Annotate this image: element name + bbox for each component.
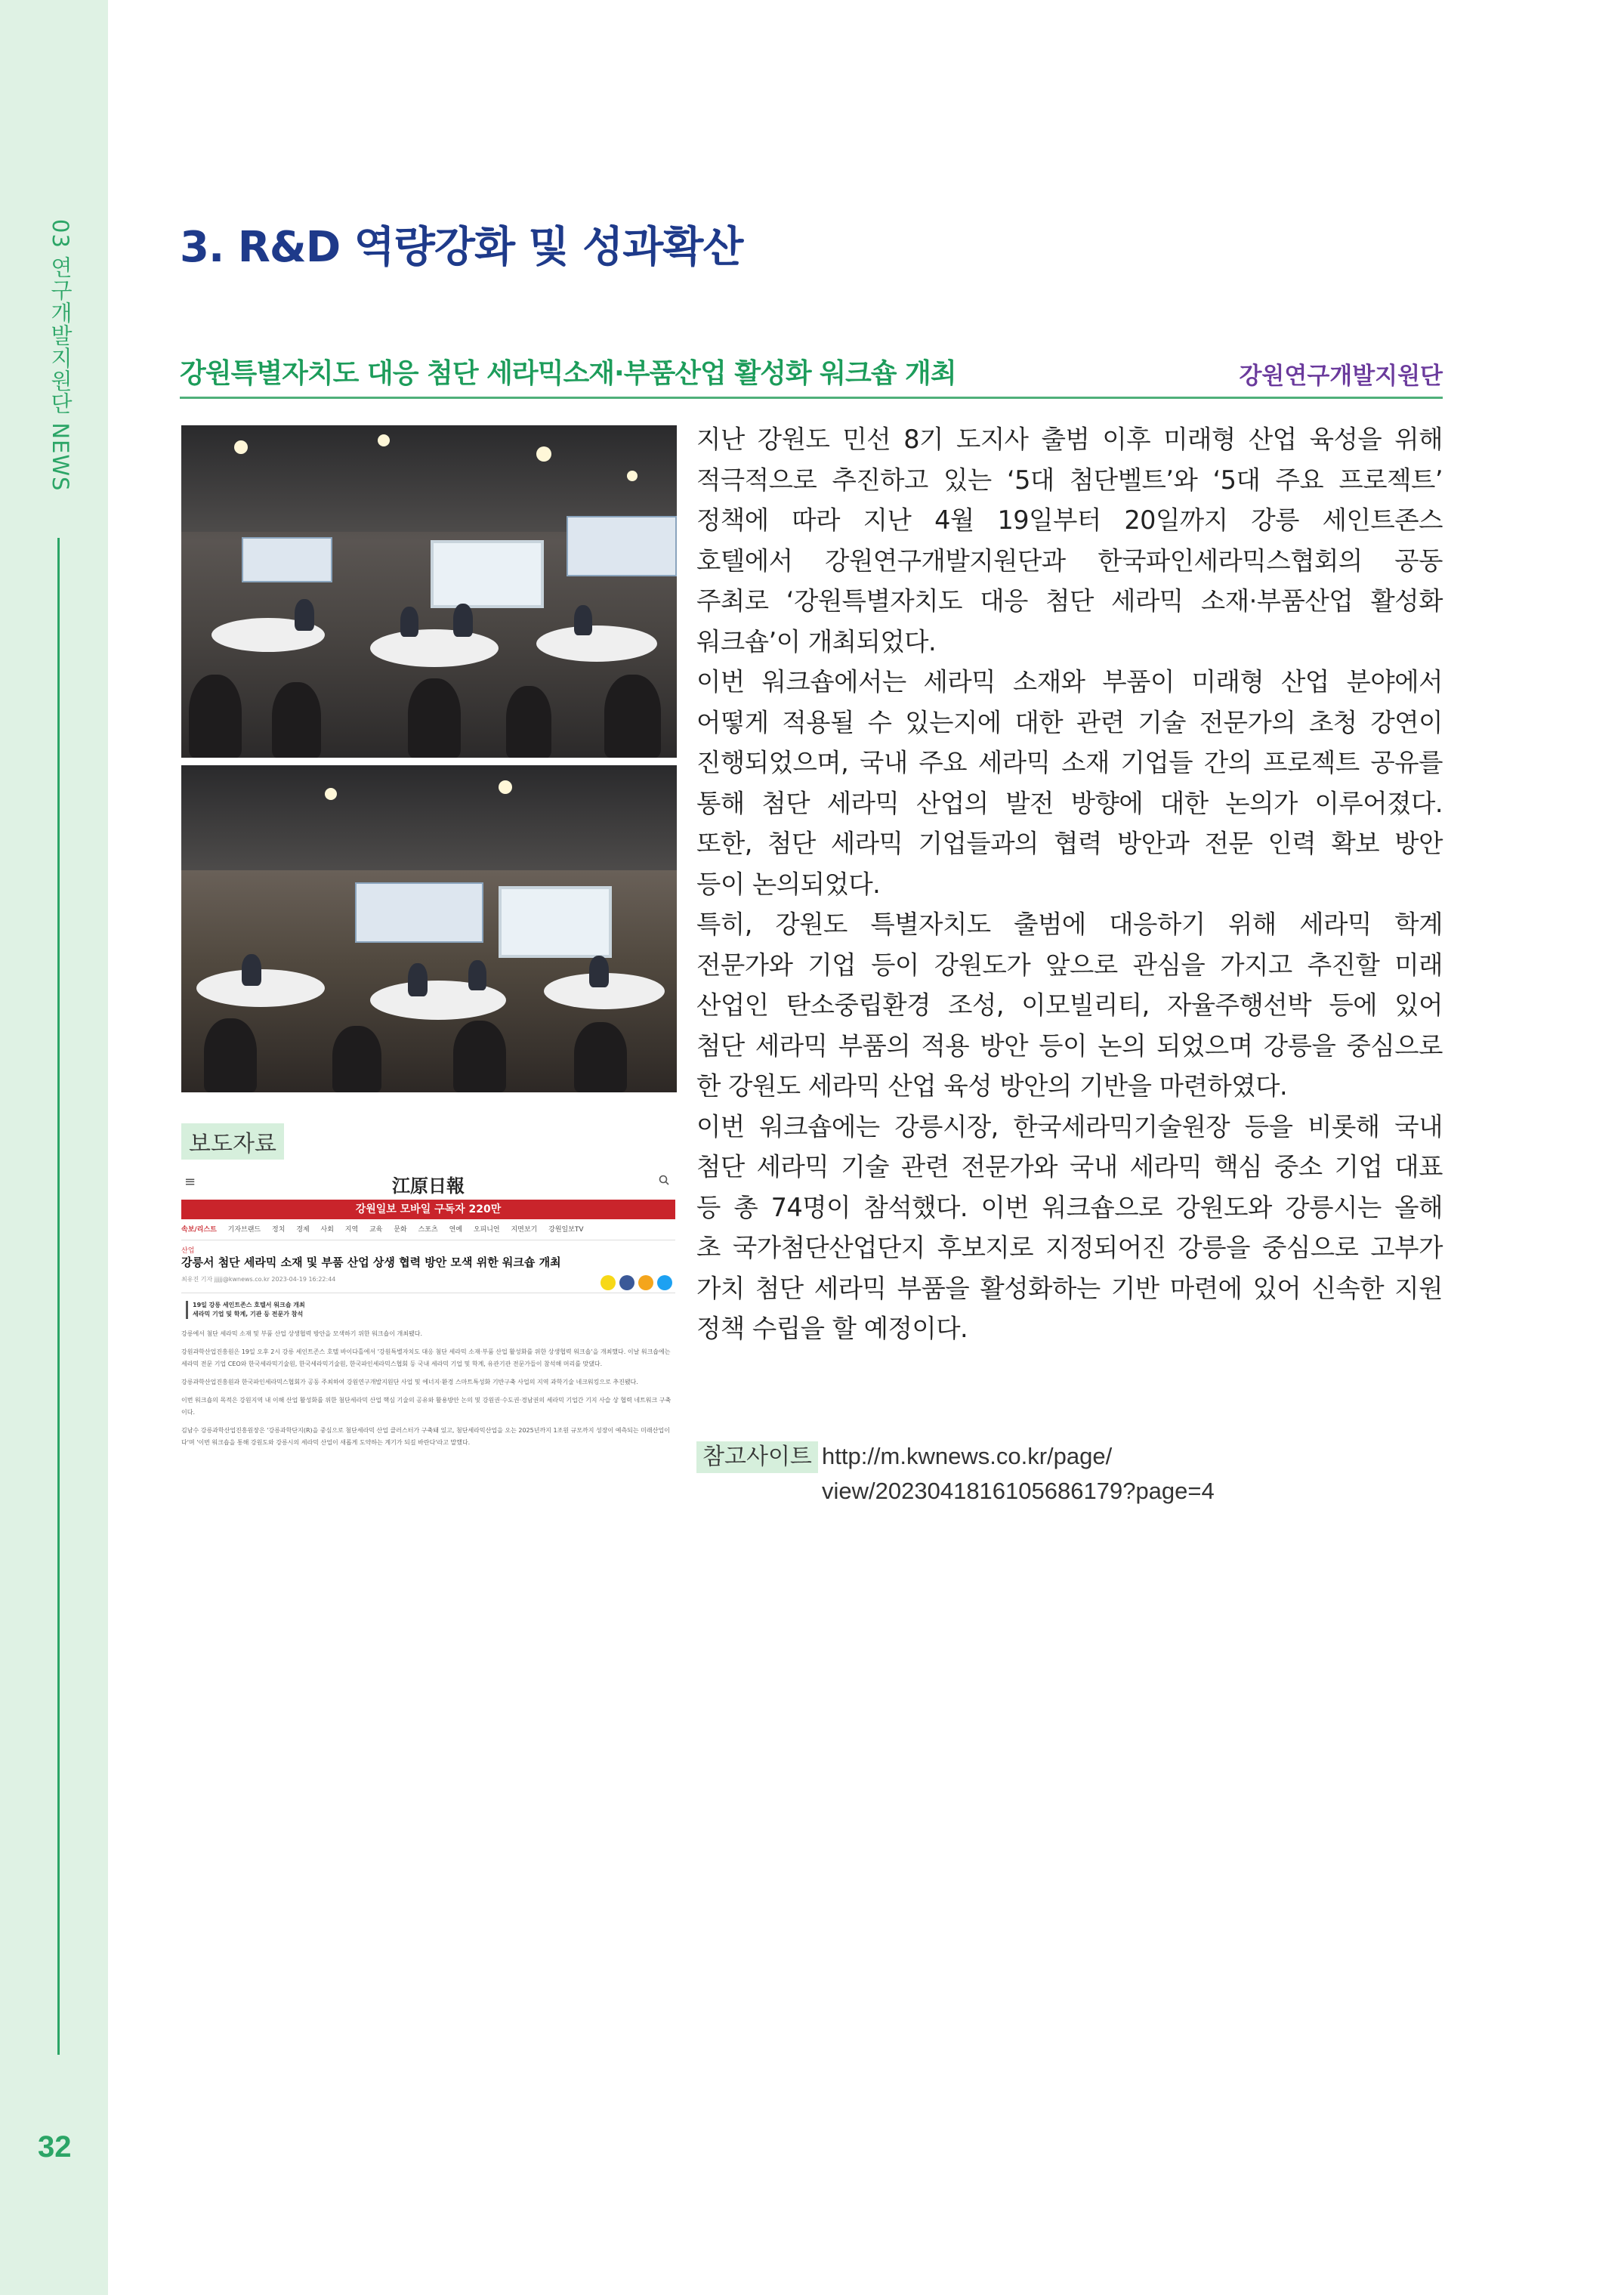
round-table — [370, 629, 499, 667]
reference-url-line[interactable]: http://m.kwnews.co.kr/page/ — [822, 1443, 1113, 1469]
news-paragraph: 김남수 강릉과학산업진흥원장은 '강릉과학단지(R)을 중심으로 첨단세라믹 산업 클러스터가 구축돼 있고, 첨단세라믹산업을 오는 2025년까지 1조원 규모까지 성장이 예측되는 미래산업이다'며 '이번 워크숍을 통해 강원도와 강릉시의 세라믹 산업이 새롭게 도약하는 계기가 되길 바란다'라고 말했다. — [181, 1427, 670, 1446]
attendee — [400, 607, 418, 637]
round-table — [536, 625, 657, 662]
attendee — [574, 605, 592, 635]
body-line: 정책에 따라 지난 4월 19일부터 20일까지 강릉 세인트존스 — [696, 505, 1443, 535]
banquet-chair — [453, 1021, 506, 1092]
share-buttons — [601, 1275, 672, 1290]
body-line: 이번 워크숍에는 강릉시장, 한국세라믹기술원장 등을 비롯해 국내 — [696, 1111, 1443, 1141]
attendee — [589, 956, 609, 987]
body-line: 산업인 탄소중립환경 조성, 이모빌리티, 자율주행선박 등에 있어 — [696, 990, 1443, 1020]
body-line: 전문가와 기업 등이 강원도가 앞으로 관심을 가지고 추진할 미래 — [696, 950, 1443, 980]
banquet-chair — [272, 682, 321, 758]
news-body — [181, 1328, 675, 1455]
banquet-chair — [332, 1026, 381, 1092]
kakao-share-icon[interactable] — [601, 1275, 616, 1290]
news-category: 산업 — [181, 1247, 195, 1255]
news-headline: 강릉서 첨단 세라믹 소재 및 부품 산업 상생 협력 방안 모색 위한 워크숍 개최 — [181, 1256, 561, 1269]
attendee — [453, 604, 473, 637]
news-paragraph: 강릉에서 첨단 세라믹 소재 및 부품 산업 상생협력 방안을 모색하기 위한 워크숍이 개최됐다. — [181, 1330, 422, 1337]
newspaper-nav — [181, 1224, 675, 1240]
menu-icon[interactable]: ≡ — [184, 1174, 196, 1190]
banquet-chair — [408, 678, 461, 758]
workshop-photo-1 — [181, 425, 677, 758]
ceiling-light — [378, 434, 390, 446]
sidebar-strip — [0, 0, 108, 2295]
banquet-chair — [506, 686, 551, 758]
event-banner — [355, 882, 483, 943]
nav-item[interactable]: 스포츠 — [418, 1226, 438, 1234]
nav-item[interactable]: 정치 — [272, 1226, 286, 1234]
ceiling-light — [499, 780, 512, 794]
news-paragraph: 강원과학산업진흥원은 19일 오후 2시 강릉 세인트존스 호텔 바이다홀에서 '강원특별자치도 대응 첨단 세라믹 소재·부품 산업 활성화를 위한 상생협력 워크숍'을 개최했다. 이날 워크숍에는 세라믹 전문 기업 CEO와 한국세라믹기술원, 한국세라믹기술원, 한국파인세라믹스협회 등 국내 세라믹 기업 및 학계, 유관기관 전문가들이 참석해 머리를 맞댔다. — [181, 1348, 671, 1367]
press-label: 보도자료 — [181, 1123, 284, 1160]
body-line: 또한, 첨단 세라믹 기업들과의 협력 방안과 전문 인력 확보 방안 — [696, 829, 1443, 858]
article-title: 강원특별자치도 대응 첨단 세라믹소재·부품산업 활성화 워크숍 개최 — [180, 358, 956, 389]
reference-label: 참고사이트 — [696, 1441, 818, 1473]
nav-item[interactable]: 경제 — [296, 1226, 310, 1234]
nav-item[interactable]: 문화 — [394, 1226, 407, 1234]
body-line: 통해 첨단 세라믹 산업의 발전 방향에 대한 논의가 이루어졌다. — [696, 788, 1443, 818]
nav-item[interactable]: 지면보기 — [511, 1226, 538, 1234]
article-organization: 강원연구개발지원단 — [1239, 363, 1443, 390]
facebook-share-icon[interactable] — [619, 1275, 634, 1290]
nav-item[interactable]: 오피니언 — [473, 1226, 500, 1234]
ceiling-light — [627, 471, 638, 481]
sidebar-divider — [57, 538, 60, 2055]
body-line: 주최로 ‘강원특별자치도 대응 첨단 세라믹 소재·부품산업 활성화 — [696, 586, 1443, 616]
body-line: 첨단 세라믹 기술 관련 전문가와 국내 세라믹 핵심 중소 기업 대표 — [696, 1152, 1443, 1181]
attendee — [242, 954, 261, 986]
photo-ceiling — [181, 765, 677, 870]
ceiling-light — [325, 788, 337, 800]
event-banner — [242, 537, 332, 582]
sidebar-label: 03 연구개발지원단 NEWS — [48, 219, 73, 492]
body-line: 특히, 강원도 특별자치도 출범에 대응하기 위해 세라믹 학계 — [696, 910, 1443, 939]
banquet-chair — [189, 675, 242, 758]
body-line: 정책 수립을 할 예정이다. — [696, 1314, 968, 1343]
newspaper-clipping — [181, 1169, 675, 1524]
nav-item[interactable]: 지역 — [344, 1226, 359, 1234]
nav-item[interactable]: 기자브랜드 — [227, 1226, 261, 1234]
news-paragraph: 이번 워크숍의 목적은 강원지역 내 이해 산업 활성화를 위한 첨단세라믹 산업 핵심 기술의 공유와 활용방안 논의 및 강원권·수도권·경남권의 세라믹 기업간 기지 사슬 상 협력 네트워크 구축이다. — [181, 1397, 672, 1416]
section-title: 3. R&D 역량강화 및 성과확산 — [180, 223, 743, 272]
workshop-photo-2 — [181, 765, 677, 1092]
event-banner — [567, 516, 677, 576]
attendee — [408, 963, 428, 996]
body-line: 워크숍’이 개최되었다. — [696, 626, 937, 656]
body-line: 초 국가첨단산업단지 후보지로 지정되어진 강릉을 중심으로 고부가 — [696, 1233, 1443, 1262]
ceiling-light — [234, 440, 248, 454]
nav-item[interactable]: 사회 — [320, 1226, 334, 1234]
news-byline: 최유진 기자 jjjjj@kwnews.co.kr 2023-04-19 16:22:44 — [181, 1276, 336, 1283]
nav-item[interactable]: 속보/리스트 — [181, 1226, 217, 1234]
reference-url-line[interactable]: view/2023041816105686179?page=4 — [822, 1478, 1215, 1504]
banquet-chair — [604, 675, 661, 758]
reference-link[interactable] — [822, 1439, 1215, 1509]
banquet-chair — [574, 1022, 627, 1092]
nav-item[interactable]: 연예 — [449, 1226, 462, 1234]
subscription-banner[interactable]: 강원일보 모바일 구독자 220만 — [181, 1200, 675, 1219]
twitter-share-icon[interactable] — [657, 1275, 672, 1290]
body-line: 이번 워크숍에서는 세라믹 소재와 부품이 미래형 산업 분야에서 — [696, 667, 1443, 697]
body-line: 적극적으로 추진하고 있는 ‘5대 첨단벨트’와 ‘5대 주요 프로젝트’ — [696, 465, 1443, 495]
body-line: 한 강원도 세라믹 산업 육성 방안의 기반을 마련하였다. — [696, 1071, 1288, 1101]
projection-screen — [499, 886, 612, 958]
ceiling-light — [536, 446, 551, 462]
attendee — [468, 960, 486, 990]
banquet-chair — [204, 1018, 257, 1092]
body-line: 등이 논의되었다. — [696, 869, 881, 899]
attendee — [295, 599, 314, 631]
body-line: 진행되었으며, 국내 주요 세라믹 소재 기업들 간의 프로젝트 공유를 — [696, 748, 1443, 777]
body-line: 등 총 74명이 참석했다. 이번 워크숍으로 강원도와 강릉시는 올해 — [696, 1192, 1443, 1222]
body-line: 호텔에서 강원연구개발지원단과 한국파인세라믹스협회의 공동 — [696, 545, 1443, 576]
body-line: 가치 첨단 세라믹 부품을 활성화하는 기반 마련에 있어 신속한 지원 — [696, 1273, 1443, 1303]
page-number: 32 — [38, 2130, 72, 2164]
nav-item[interactable]: 교육 — [369, 1226, 383, 1234]
body-line: 첨단 세라믹 부품의 적용 방안 등이 논의 되었으며 강릉을 중심으로 — [696, 1030, 1443, 1061]
body-line: 어떻게 적용될 수 있는지에 대한 관련 기술 전문가의 초청 강연이 — [696, 707, 1443, 737]
news-subheadline: 19일 강릉 세인트존스 호텔서 워크숍 개최 세라믹 기업 및 학계, 기관 등 전문가 참석 — [186, 1301, 305, 1319]
projection-screen — [431, 540, 544, 608]
nav-item[interactable]: 강원일보TV — [548, 1226, 584, 1234]
article-header — [180, 349, 1443, 399]
news-meta — [181, 1275, 675, 1293]
body-line: 지난 강원도 민선 8기 도지사 출범 이후 미래형 산업 육성을 위해 — [696, 425, 1443, 454]
article-body — [696, 419, 1443, 1349]
story-share-icon[interactable] — [638, 1275, 653, 1290]
newspaper-logo: 江原日報 — [392, 1175, 465, 1197]
news-paragraph: 강릉과학산업진흥원과 한국파인세라믹스협회가 공동 주최하여 강원연구개발지원단 사업 및 에너지·환경 스마트특성화 기반구축 사업의 지역 과학기술 네크워킹으로 추진됐다. — [181, 1379, 638, 1385]
